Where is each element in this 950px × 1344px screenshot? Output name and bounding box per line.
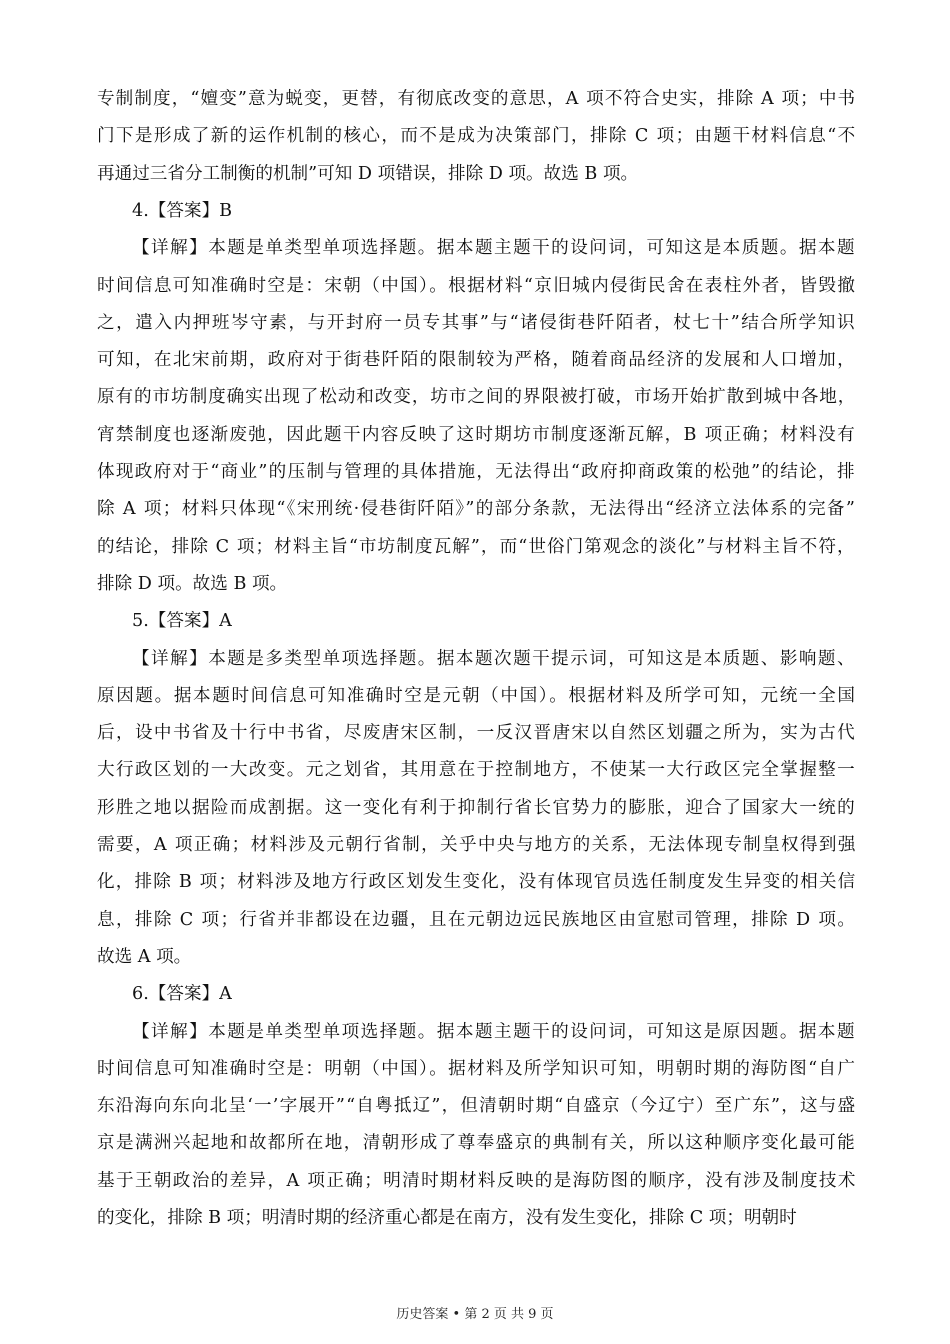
- text-line: 专制制度，“嬗变”意为蜕变，更替，有彻底改变的意思，A 项不符合史实，排除 A 项；中书: [97, 89, 857, 109]
- text-line: 【详解】本题是单类型单项选择题。据本题主题干的设问词，可知这是原因题。据本题: [132, 1021, 857, 1042]
- text-line: 门下是形成了新的运作机制的核心，而不是成为决策部门，排除 C 项；由题干材料信息“不: [97, 126, 857, 147]
- text-line: 【详解】本题是多类型单项选择题。据本题次题干提示词，可知这是本质题、影响题、: [132, 648, 857, 669]
- text-line: 除 A 项；材料只体现“《宋刑统·侵巷街阡陌》”的部分条款，无法得出“经济立法体系的完备”: [97, 499, 857, 520]
- text-line: 京是满洲兴起地和故都所在地，清朝形成了尊奉盛京的典制有关，所以这种顺序变化最可能: [97, 1133, 857, 1154]
- text-line: 宵禁制度也逐渐废弛，因此题干内容反映了这时期坊市制度逐渐瓦解，B 项正确；材料没有: [97, 424, 857, 445]
- text-line: 形胜之地以据险而成割据。这一变化有利于抑制行省长官势力的膨胀，迎合了国家大一统的: [97, 797, 857, 818]
- text-line: 体现政府对于“商业”的压制与管理的具体措施，无法得出“政府抑商政策的松弛”的结论，排: [97, 462, 856, 482]
- text-line: 后，设中书省及十行中书省，尽废唐宋区制，一反汉晋唐宋以自然区划疆之所为，实为古代: [97, 723, 857, 744]
- text-line: 排除 D 项。故选 B 项。: [97, 573, 288, 594]
- text-line: 的变化，排除 B 项；明清时期的经济重心都是在南方，没有发生变化，排除 C 项；明朝时: [97, 1208, 797, 1228]
- text-line: 息，排除 C 项；行省并非都设在边疆，且在元朝边远民族地区由宣慰司管理，排除 D 项。: [97, 909, 857, 930]
- text-line: 5.【答案】A: [132, 611, 232, 632]
- text-line: 大行政区划的一大改变。元之划省，其用意在于控制地方，不使某一大行政区完全掌握整一: [97, 760, 857, 781]
- text-line: 4.【答案】B: [132, 200, 233, 221]
- text-line: 之，遣入内押班岑守素，与开封府一员专其事”与“诸侵街巷阡陌者，杖七十”结合所学知识: [97, 312, 857, 333]
- text-line: 故选 A 项。: [97, 946, 192, 967]
- text-line: 原有的市坊制度确实出现了松动和改变，坊市之间的界限被打破，市场开始扩散到城中各地，: [97, 387, 857, 408]
- text-line: 时间信息可知准确时空是：宋朝（中国）。根据材料“京旧城内侵街民舍在表柱外者，皆毁撤: [97, 275, 857, 296]
- text-line: 6.【答案】A: [132, 984, 232, 1005]
- text-line: 的结论，排除 C 项；材料主旨“市坊制度瓦解”，而“世俗门第观念的淡化”与材料主旨不符，: [97, 536, 856, 557]
- text-line: 再通过三省分工制衡的机制”可知 D 项错误，排除 D 项。故选 B 项。: [97, 163, 639, 184]
- text-line: 东沿海向东向北呈‘一’字展开”“自粤抵辽”，但清朝时期“自盛京（今辽宁）至广东”，这与盛: [97, 1096, 857, 1117]
- text-line: 【详解】本题是单类型单项选择题。据本题主题干的设问词，可知这是本质题。据本题: [132, 238, 857, 259]
- text-line: 可知，在北宋前期，政府对于街巷阡陌的限制较为严格，随着商品经济的发展和人口增加，: [97, 350, 857, 371]
- text-line: 化，排除 B 项；材料涉及地方行政区划发生变化，没有体现官员选任制度发生异变的相关信: [97, 872, 857, 893]
- text-line: 基于王朝政治的差异，A 项正确；明清时期材料反映的是海防图的顺序，没有涉及制度技术: [97, 1170, 857, 1191]
- text-line: 原因题。据本题时间信息可知准确时空是元朝（中国）。根据材料及所学可知，元统一全国: [97, 685, 857, 706]
- text-line: 需要，A 项正确；材料涉及元朝行省制，关乎中央与地方的关系，无法体现专制皇权得到强: [97, 835, 857, 855]
- page-footer: 历史答案 • 第 2 页 共 9 页: [396, 1307, 554, 1322]
- text-line: 时间信息可知准确时空是：明朝（中国）。据材料及所学知识可知，明朝时期的海防图“自广: [97, 1058, 857, 1079]
